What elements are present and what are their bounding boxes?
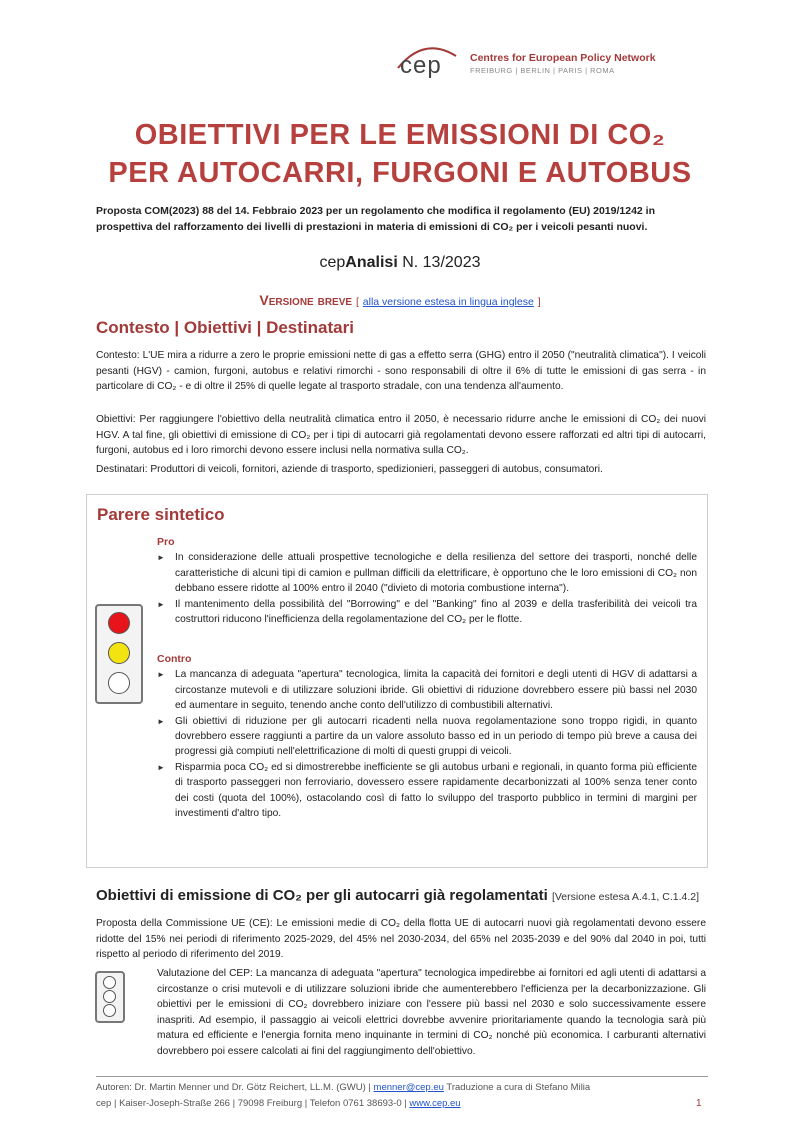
contro-section [157, 652, 697, 821]
objectives-paragraph: Obiettivi: Per raggiungere l'obiettivo della neutralità climatica entro il 2050, è necessario ridurre anche le emissioni di CO₂ dei nuovi HGV. A tal fine, gli obiettivi di emissione di CO₂ per i tipi di autocarri già regolamentati devono essere rafforzati ed altri tipi di autocarri, furgoni, autobus ed i loro rimorchi devono essere inclusi nella normativa sulla CO₂. [96, 414, 706, 456]
lamp-middle [103, 990, 116, 1003]
section-heading: Obiettivi di emissione di CO₂ per gli autocarri già regolamentati [Versione estesa A.4.1, C.1.4.2] [96, 887, 700, 904]
version-label: Versione breve [259, 292, 353, 308]
lamp-bottom [103, 1004, 116, 1017]
contro-label: Contro [157, 653, 192, 665]
extended-version-link[interactable]: alla versione estesa in lingua inglese [362, 296, 534, 308]
context-paragraph: Contesto: L'UE mira a ridurre a zero le proprie emissioni nette di gas a effetto serra (GHG) entro il 2050 ("neutralità climatica"). I veicoli pesanti (HGV) - camion, furgoni, autobus e relativi rimorchi - sono responsabili di oltre il 6% di tutte le emissioni di gas serra - in particolare di CO₂ - e di oltre il 25% di quelle legate al trasporto stradale, con una tendenza all'aumento. [96, 350, 706, 392]
title-line-1: OBIETTIVI PER LE EMISSIONI DI CO₂ [134, 119, 666, 151]
pro-item: ► In considerazione delle attuali prospettive tecnologiche e della resilienza del settore dei trasporti, nonché delle caratteristiche di alcuni tipi di camion e pullman difficili da elettrificare, è opportuno che le loro emissioni di CO₂ non debbano essere ridotte al 100% entro il 2040 ("divieto di motoria combustione interna"). [157, 550, 697, 596]
red-lamp [108, 612, 130, 634]
traffic-light-icon [95, 604, 143, 704]
extended-version-ref: [Versione estesa A.4.1, C.1.4.2] [551, 891, 700, 903]
white-lamp [108, 672, 130, 694]
recipients-paragraph: Destinatari: Produttori di veicoli, fornitori, aziende di trasporto, spedizionieri, passeggeri di autobus, consumatori. [96, 464, 603, 475]
traffic-light-small-icon [95, 971, 125, 1023]
analysis-number: cepAnalisi N. 13/2023 [319, 254, 481, 271]
contro-item: ► La mancanza di adeguata "apertura" tecnologica, limita la capacità dei fornitori e degli utenti di HGV di adattarsi a circostanze mutevoli e di utilizzare soluzioni ibride. Gli obiettivi di riduzione dovrebbero essere più bassi nel 2030 ed aumentare in seguito, tenendo anche conto dell'utilizzo di combustibili alternativi. [157, 667, 697, 713]
logo-text: cep [400, 52, 442, 79]
author-email-link[interactable]: menner@cep.eu [373, 1082, 444, 1093]
org-name: Centres for European Policy Network [470, 52, 656, 64]
pro-label: Pro [157, 536, 175, 548]
contro-item: ► Gli obiettivi di riduzione per gli autocarri ricadenti nella nuova regolamentazione sono troppo rigidi, in quanto dovrebbero essere raggiunti a partire da un valore assoluto basso ed in un periodo di tempo più breve a causa dei progressi già compiuti nell'elettrificazione di molti di questi gruppi di veicoli. [157, 714, 697, 760]
cep-evaluation-paragraph: Valutazione del CEP: La mancanza di adeguata "apertura" tecnologica impedirebbe ai fornitori ed agli utenti di adattarsi a circostanze o crisi mutevoli e di utilizzare soluzioni ibride che aumenterebbero l'efficienza per la decarbonizzazione. Gli obiettivi per le emissioni di CO₂ dovrebbero iniziare con l'essere più bassi nel 2030 e solo successivamente essere inaspriti. Ad esempio, il passaggio ai veicoli elettrici dovrebbe avvenire prioritariamente quando la tecnologia sarà più matura ed efficiente e l'energia fornita meno inquinante in termini di CO₂ nonché più economica. I carburanti alternativi dovrebbero poi essere calcolati ai fini del raggiungimento dell'obiettivo. [157, 968, 706, 1057]
version-line: Versione breve [ alla versione estesa in lingua inglese ] [259, 292, 541, 308]
footer-authors: Autoren: Dr. Martin Menner und Dr. Götz Reichert, LL.M. (GWU) | menner@cep.eu Traduzione a cura di Stefano Milia [96, 1082, 591, 1093]
footer-address: cep | Kaiser-Joseph-Straße 266 | 79098 Freiburg | Telefon 0761 38693-0 | www.cep.eu [96, 1098, 461, 1109]
lamp-top [103, 976, 116, 989]
context-heading: Contesto | Obiettivi | Destinatari [96, 318, 354, 337]
cep-logo [400, 46, 730, 86]
org-cities: FREIBURG | BERLIN | PARIS | ROMA [470, 66, 615, 75]
proposal-subtitle: Proposta COM(2023) 88 del 14. Febbraio 2023 per un regolamento che modifica il regolamento (EU) 2019/1242 in prospettiva del rafforzamento dei livelli di prestazioni in materia di emissioni di CO₂ per i veicoli pesanti nuovi. [96, 205, 656, 233]
summary-opinion-heading: Parere sintetico [97, 505, 225, 524]
website-link[interactable]: www.cep.eu [409, 1098, 461, 1109]
page-number: 1 [696, 1098, 702, 1109]
commission-proposal-paragraph: Proposta della Commissione UE (CE): Le emissioni medie di CO₂ della flotta UE di autocarri nuovi già regolamentati devono essere ridotte del 15% nei periodi di riferimento 2025-2029, del 45% nel 2030-2034, del 65% nel 2035-2039 e del 90% dal 2040 in poi, tutti rispetto al periodo di riferimento del 2019. [96, 918, 706, 960]
yellow-lamp [108, 642, 130, 664]
footer-divider [96, 1076, 708, 1077]
title-line-2: PER AUTOCARRI, FURGONI E AUTOBUS [108, 157, 692, 189]
document-title [40, 116, 760, 192]
contro-item: ► Risparmia poca CO₂ ed si dimostrerebbe inefficiente se gli autobus urbani e regionali, in quanto forma più efficiente di trasporto passeggeri non ferroviario, dovessero essere rapidamente decarbonizzati al 100% senza tener conto dei costi (quota del 100%), ostacolando così di fatto lo sviluppo del trasporto pubblico in termini di margini per investimenti d'altro tipo. [157, 760, 697, 822]
pro-item: ► Il mantenimento della possibilità del "Borrowing" e del "Banking" fino al 2039 e della trasferibilità dei veicoli tra costruttori riducono l'inefficienza della regolamentazione del CO₂ per le flotte. [157, 597, 697, 628]
pro-section [157, 535, 697, 627]
